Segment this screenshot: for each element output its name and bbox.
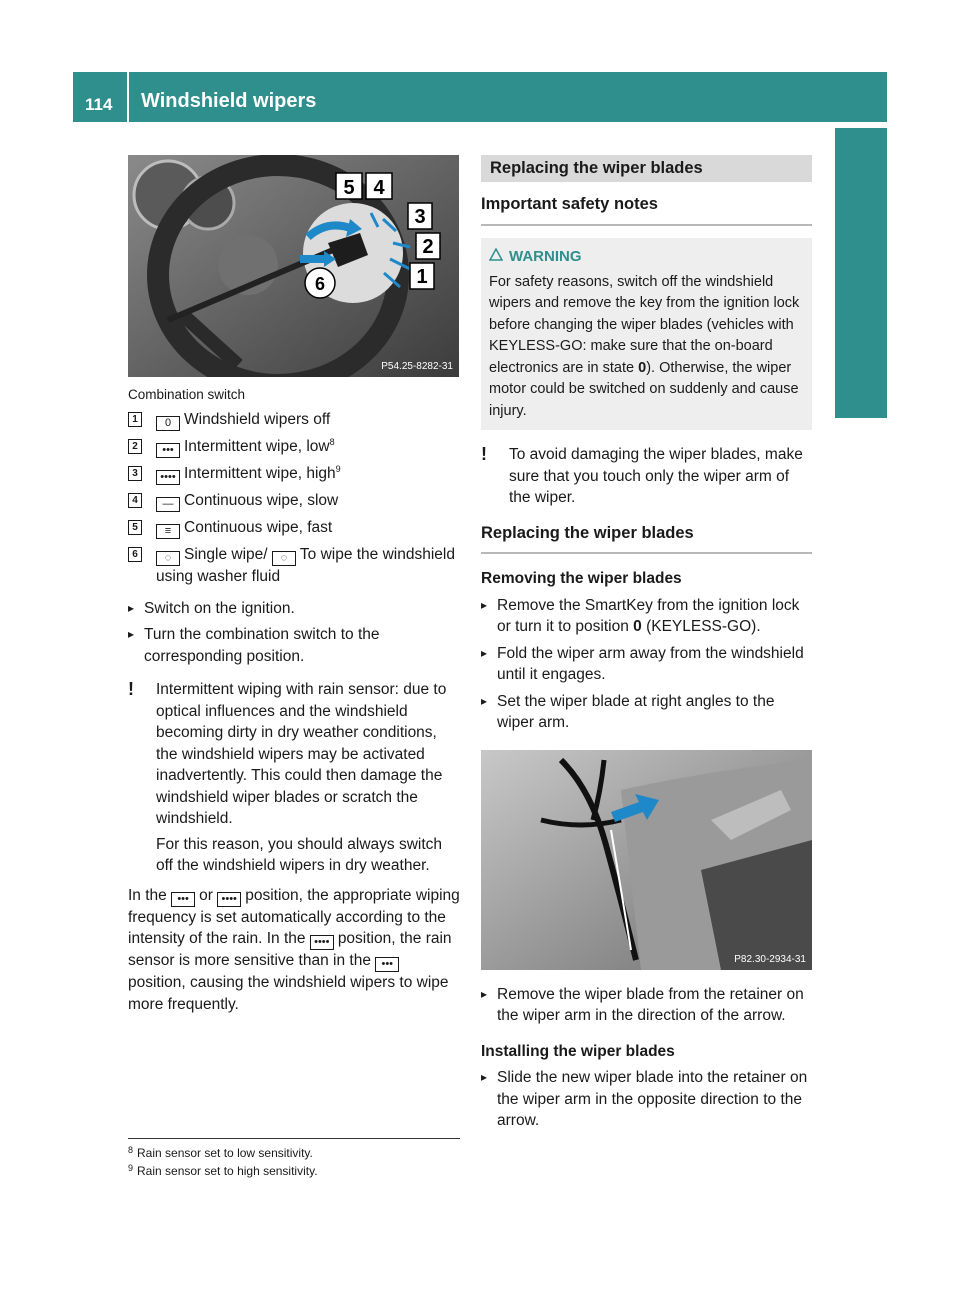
replacing-heading: Replacing the wiper blades bbox=[481, 523, 812, 555]
continuous-fast-icon: ≡ bbox=[156, 524, 180, 539]
intermittent-high-icon: •••• bbox=[310, 935, 334, 950]
list-item: 4 — Continuous wipe, slow bbox=[128, 490, 460, 512]
photo-code: P82.30-2934-31 bbox=[734, 953, 806, 965]
list-item: 5 ≡ Continuous wipe, fast bbox=[128, 517, 460, 539]
step: ▸ Turn the combination switch to the corresponding position. bbox=[128, 626, 380, 665]
intermittent-low-icon: ••• bbox=[156, 443, 180, 458]
step-arrow-icon: ▸ bbox=[128, 600, 135, 615]
list-item: 2 ••• Intermittent wipe, low$^8$ bbox=[128, 436, 460, 458]
continuous-slow-icon: — bbox=[156, 497, 180, 512]
chapter-title: Lights and windshield wipers bbox=[850, 131, 872, 410]
callout-6: 6 bbox=[314, 274, 326, 294]
washer-fluid-icon: ◌ bbox=[272, 551, 296, 566]
step-arrow-icon: ▸ bbox=[481, 645, 488, 660]
left-column bbox=[128, 155, 460, 1015]
step-arrow-icon: ▸ bbox=[481, 1070, 488, 1084]
page-number: 114 bbox=[85, 95, 113, 114]
step: ▸ Remove the wiper blade from the retainer on the wiper arm in the direction of the arrow. bbox=[481, 985, 804, 1024]
photo-code: P54.25-8282-31 bbox=[381, 361, 453, 372]
step-arrow-icon: ▸ bbox=[128, 627, 135, 641]
list-item: 3 •••• Intermittent wipe, high$^9$ bbox=[128, 463, 460, 485]
warning-title: WARNING bbox=[489, 248, 804, 266]
step-arrow-icon: ▸ bbox=[481, 597, 488, 612]
warning-body: For safety reasons, switch off the windshield wipers and remove the key from the ignition lock before changing the wiper blades (vehicles with KEYLESS-GO: make sure that the on-board electronics are in state 0). Otherwise, the wiper motor could be switched on suddenly and cause injury. bbox=[489, 273, 800, 419]
wiper-blade-illustration bbox=[481, 750, 812, 970]
callout-5: 5 bbox=[343, 177, 355, 199]
warning-triangle-icon bbox=[489, 248, 503, 261]
step: ▸ Set the wiper blade at right angles to the wiper arm. bbox=[481, 692, 775, 731]
callout-1: 1 bbox=[416, 266, 428, 288]
intermittent-low-icon: ••• bbox=[375, 957, 399, 972]
step: ▸ Slide the new wiper blade into the retainer on the wiper arm in the opposite direction to the arrow. bbox=[481, 1069, 808, 1129]
section-title: Replacing the wiper blades bbox=[481, 155, 812, 182]
combination-switch-photo bbox=[128, 155, 459, 377]
footnotes bbox=[128, 1138, 460, 1180]
callout-3: 3 bbox=[414, 206, 426, 228]
footnote-ref-8: 8 bbox=[329, 437, 335, 447]
list-item: 1 0 Windshield wipers off bbox=[128, 409, 460, 431]
callout-2: 2 bbox=[422, 236, 434, 258]
intermittent-high-icon: •••• bbox=[156, 470, 180, 485]
callout-4: 4 bbox=[373, 177, 385, 199]
photo-caption: Combination switch bbox=[128, 387, 246, 402]
step: ▸ Fold the wiper arm away from the windshield until it engages. bbox=[481, 644, 804, 683]
step: ▸ Remove the SmartKey from the ignition lock or turn it to position 0 (KEYLESS-GO). bbox=[481, 596, 800, 635]
combination-switch-illustration bbox=[128, 155, 459, 377]
step-arrow-icon: ▸ bbox=[481, 693, 488, 708]
rain-sensor-paragraph: In the ••• or •••• position, the appropriate wiping frequency is set automatically according to the intensity of the rain. In the •••• position, the rain sensor is more sensitive than in the •••position, causing the windshield wipers to wipe more frequently. bbox=[128, 886, 460, 1013]
caution-note: ! To avoid damaging the wiper blades, make sure that you touch only the wiper arm of the wiper. bbox=[481, 444, 803, 506]
caution-icon: ! bbox=[128, 679, 134, 699]
important-safety-heading: Important safety notes bbox=[481, 194, 812, 226]
intermittent-high-icon: •••• bbox=[217, 892, 241, 907]
right-column bbox=[481, 155, 812, 1132]
caution-icon: ! bbox=[481, 444, 487, 464]
list-item: 6 ◌ Single wipe/ ◌ To wipe the windshield using washer fluid bbox=[128, 544, 460, 588]
footnote-ref-9: 9 bbox=[335, 464, 341, 474]
single-wipe-icon: ◌ bbox=[156, 551, 180, 566]
warning-box bbox=[481, 238, 812, 431]
footnote: $^9$ Rain sensor set to high sensitivity. bbox=[128, 1163, 318, 1178]
wiper-blade-photo bbox=[481, 750, 812, 970]
step: ▸ Switch on the ignition. bbox=[128, 598, 460, 620]
installing-heading: Installing the wiper blades bbox=[481, 1042, 675, 1060]
footnote: $^8$ Rain sensor set to low sensitivity. bbox=[128, 1145, 313, 1160]
intermittent-low-icon: ••• bbox=[171, 892, 195, 907]
wiper-off-icon: 0 bbox=[156, 416, 180, 431]
page-title: Windshield wipers bbox=[141, 90, 317, 112]
caution-note: ! Intermittent wiping with rain sensor: due to optical influences and the windshield becoming dirty in dry weather conditions, the windshield wipers may be activated inadvertently. This could then damage the windshield wiper blades or scratch the windshield. For this reason, you should always switch off the windshield wipers in dry weather. bbox=[128, 679, 447, 874]
removing-heading: Removing the wiper blades bbox=[481, 570, 682, 587]
step-arrow-icon: ▸ bbox=[481, 986, 488, 1001]
header-divider bbox=[127, 72, 129, 122]
